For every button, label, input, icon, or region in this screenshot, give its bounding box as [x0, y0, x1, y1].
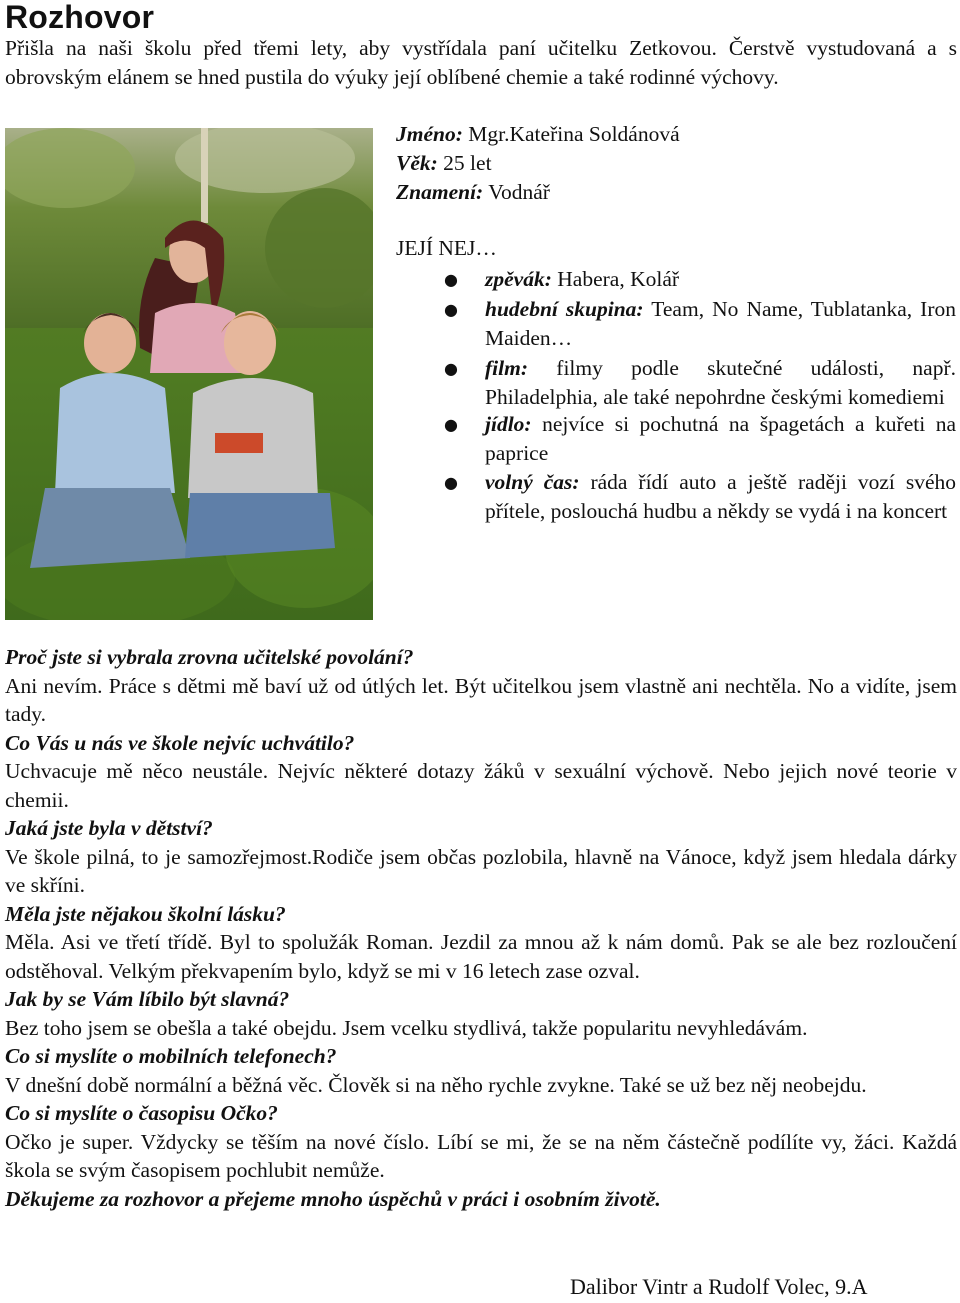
- favorite-item: ● jídlo: nejvíce si pochutná na špagetách a kuřeti na paprice: [444, 412, 956, 465]
- bullet-icon: ●: [444, 359, 458, 378]
- interview-question: Co si myslíte o mobilních telefonech?: [5, 1044, 337, 1068]
- bullet-icon: ●: [444, 415, 458, 434]
- favorites-heading: JEJÍ NEJ…: [396, 236, 497, 260]
- interview-section: [5, 643, 957, 1213]
- teacher-with-students-photo: [5, 128, 373, 620]
- zodiac-value: Vodnář: [483, 180, 550, 204]
- age-value: 25 let: [437, 151, 492, 175]
- interview-question: Jak by se Vám líbilo být slavná?: [5, 987, 290, 1011]
- bullet-icon: ●: [444, 270, 458, 289]
- interview-answer: Bez toho jsem se obešla a také obejdu. Jsem vcelku stydlivá, takže popularitu nevyhledávám.: [5, 1015, 808, 1040]
- profile-name-row: [396, 120, 956, 149]
- closing-thanks: Děkujeme za rozhovor a přejeme mnoho úspěchů v práci i osobním životě.: [5, 1186, 661, 1211]
- interview-question: Co si myslíte o časopisu Očko?: [5, 1101, 278, 1125]
- bullet-icon: ●: [444, 300, 458, 319]
- interview-question: Jaká jste byla v dětství?: [5, 816, 213, 840]
- interview-answer: Očko je super. Vždycky se těším na nové číslo. Líbí se mi, že se na něm částečně podílíte vy, žáci. Každá škola se svým časopisem pochlubit nemůže.: [5, 1129, 957, 1182]
- interview-answer: Uchvacuje mě něco neustále. Nejvíc některé dotazy žáků v sexuální výchově. Nebo jejich nové teorie v chemii.: [5, 759, 957, 812]
- interview-question: Co Vás u nás ve škole nejvíc uchvátilo?: [5, 730, 355, 755]
- zodiac-label: Znamení:: [396, 180, 484, 204]
- interview-answer: V dnešní době normální a běžná věc. Člověk si na něho rychle zvykne. Také se už bez něj neobejdu.: [5, 1072, 867, 1097]
- profile-info: [396, 120, 956, 207]
- age-label: Věk:: [396, 151, 438, 175]
- interview-answer: Ve škole pilná, to je samozřejmost.Rodiče jsem občas pozlobila, hlavně na Vánoce, když jsem hledala dárky ve skříni.: [5, 844, 957, 897]
- name-label: Jméno:: [396, 122, 463, 146]
- interview-answer: Ani nevím. Práce s dětmi mě baví už od útlých let. Být učitelkou jsem vlastně ani nechtěla. No a vidíte, jsem tady.: [5, 673, 957, 726]
- intro-paragraph: Přišla na naši školu před třemi lety, aby vystřídala paní učitelku Zetkovou. Čerstvě vystudovaná a s obrovským elánem se hned pustila do výuky její oblíbené chemie a také rodinné výchovy.: [5, 36, 957, 89]
- profile-age-row: [396, 149, 956, 178]
- interview-question: Proč jste si vybrala zrovna učitelské povolání?: [5, 645, 414, 669]
- profile-sign-row: [396, 178, 956, 207]
- author-signature: Dalibor Vintr a Rudolf Volec, 9.A: [570, 1274, 868, 1299]
- bullet-icon: ●: [444, 473, 458, 492]
- name-value: Mgr.Kateřina Soldánová: [462, 122, 680, 146]
- favorites-list: [396, 265, 956, 526]
- interview-answer: Měla. Asi ve třetí třídě. Byl to spolužák Roman. Jezdil za mnou až k nám domů. Pak se ale bez rozloučení odstěhoval. Velkým překvapením bylo, když se mi v 16 letech zase ozval.: [5, 930, 957, 983]
- article-title: Rozhovor: [5, 0, 155, 35]
- favorite-item: ● volný čas: ráda řídí auto a ještě raději vozí svého přítele, poslouchá hudbu a někdy se vydá i na koncert: [444, 470, 956, 523]
- favorite-item: ● film: filmy podle skutečné události, např. Philadelphia, ale také nepohrdne českými komediemi: [444, 356, 956, 409]
- favorite-item: ● zpěvák: Habera, Kolář: [396, 265, 956, 294]
- interview-question: Měla jste nějakou školní lásku?: [5, 901, 286, 926]
- favorite-item: ● hudební skupina: Team, No Name, Tublatanka, Iron Maiden…: [444, 297, 956, 350]
